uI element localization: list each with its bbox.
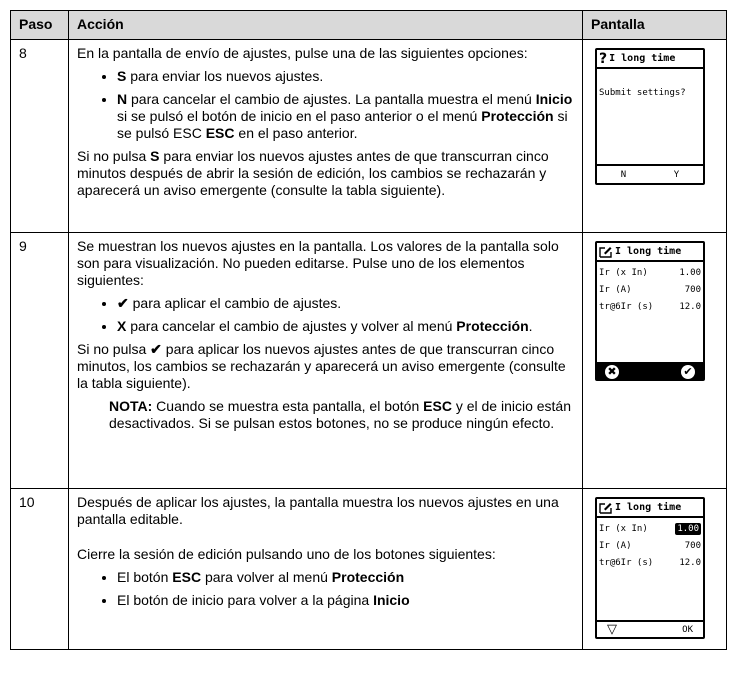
action-intro: Se muestran los nuevos ajustes en la pantalla. Los valores de la pantalla solo son para visualización. No pueden editarse. Pulse uno de los elementos siguientes: xyxy=(77,238,559,288)
table-row xyxy=(11,233,727,489)
header-screen: Pantalla xyxy=(583,11,727,40)
param-row: Ir (A) 700 xyxy=(599,284,701,295)
table-row xyxy=(11,489,727,650)
step-number: 8 xyxy=(11,40,69,233)
no-softkey[interactable]: N xyxy=(620,169,627,180)
list-item: • ✔ para aplicar el cambio de ajustes. xyxy=(117,295,574,312)
header-row xyxy=(11,11,727,40)
settings-edit-icon xyxy=(599,245,613,258)
settings-edit-icon xyxy=(599,501,613,514)
list-item: • El botón de inicio para volver a la página Inicio xyxy=(117,592,574,609)
param-row: Ir (A) 700 xyxy=(599,540,701,551)
close-session-paragraph: Cierre la sesión de edición pulsando uno de los botones siguientes: xyxy=(77,546,496,562)
option-list xyxy=(77,295,574,335)
header-step: Paso xyxy=(11,11,69,40)
param-row: Ir (x In) 1.00 xyxy=(599,523,699,534)
action-intro: Después de aplicar los ajustes, la pantalla muestra los nuevos ajustes en una pantalla editable. xyxy=(77,494,559,527)
option-list xyxy=(77,569,574,609)
action-intro: En la pantalla de envío de ajustes, pulse una de las siguientes opciones: xyxy=(77,45,528,61)
ok-softkey[interactable]: OK xyxy=(682,625,693,635)
screen-cell xyxy=(583,489,727,650)
timeout-paragraph: Si no pulsa ✔ para aplicar los nuevos ajustes antes de que transcurran cinco minutos, los cambios se rechazarán y aparecerá un aviso emergente (consulte la tabla siguiente). xyxy=(77,341,566,391)
table-row xyxy=(11,40,727,233)
param-row: tr@6Ir (s) 12.0 xyxy=(599,557,701,568)
option-list xyxy=(77,68,574,142)
question-icon: ? xyxy=(599,50,608,67)
screen-footer xyxy=(597,164,703,183)
header-action: Acción xyxy=(69,11,583,40)
step-number: 9 xyxy=(11,233,69,489)
yes-softkey[interactable]: Y xyxy=(673,169,680,180)
timeout-paragraph: Si no pulsa S para enviar los nuevos ajustes antes de que transcurran cinco minutos después de abrir la sesión de edición, los cambios se rechazarán y aparecerá un aviso emergente (consulte la tabla siguiente). xyxy=(77,148,549,198)
screen-title-bar xyxy=(597,50,703,69)
screen-footer xyxy=(597,362,703,380)
action-cell xyxy=(69,489,583,650)
screen-footer xyxy=(597,620,703,638)
down-arrow-icon[interactable]: ▽ xyxy=(607,622,617,637)
screen-message: Submit settings? xyxy=(599,88,686,98)
action-cell xyxy=(69,233,583,489)
list-item: • El botón ESC para volver al menú Protección xyxy=(117,569,574,586)
screen-cell xyxy=(583,233,727,489)
list-item: • S para enviar los nuevos ajustes. xyxy=(117,68,574,85)
param-row: Ir (x In) 1.00 xyxy=(599,267,701,278)
steps-table xyxy=(10,10,727,650)
list-item: • X para cancelar el cambio de ajustes y volver al menú Protección. xyxy=(117,318,574,335)
screen-title-bar xyxy=(597,499,703,518)
screen-title-bar xyxy=(597,243,703,262)
note-paragraph: NOTA: Cuando se muestra esta pantalla, el botón ESC y el de inicio están desactivados. Si se pulsan estos botones, no se produce ningún efecto. xyxy=(109,398,572,431)
screen-title: I long time xyxy=(609,52,676,64)
device-screen xyxy=(595,497,705,639)
screen-title: I long time xyxy=(615,245,682,257)
device-screen xyxy=(595,48,705,185)
checkmark-icon[interactable]: ✔ xyxy=(681,365,695,379)
step-number: 10 xyxy=(11,489,69,650)
screen-title: I long time xyxy=(615,501,682,513)
device-screen xyxy=(595,241,705,381)
selected-value[interactable]: 1.00 xyxy=(677,523,699,534)
list-item: • N para cancelar el cambio de ajustes. La pantalla muestra el menú Inicio si se pulsó el botón de inicio en el paso anterior o el menú Protección si se pulsó ESC ESC en el paso anterior. xyxy=(117,91,574,142)
screen-cell xyxy=(583,40,727,233)
param-row: tr@6Ir (s) 12.0 xyxy=(599,301,701,312)
action-cell xyxy=(69,40,583,233)
cancel-icon[interactable]: ✖ xyxy=(605,365,619,379)
